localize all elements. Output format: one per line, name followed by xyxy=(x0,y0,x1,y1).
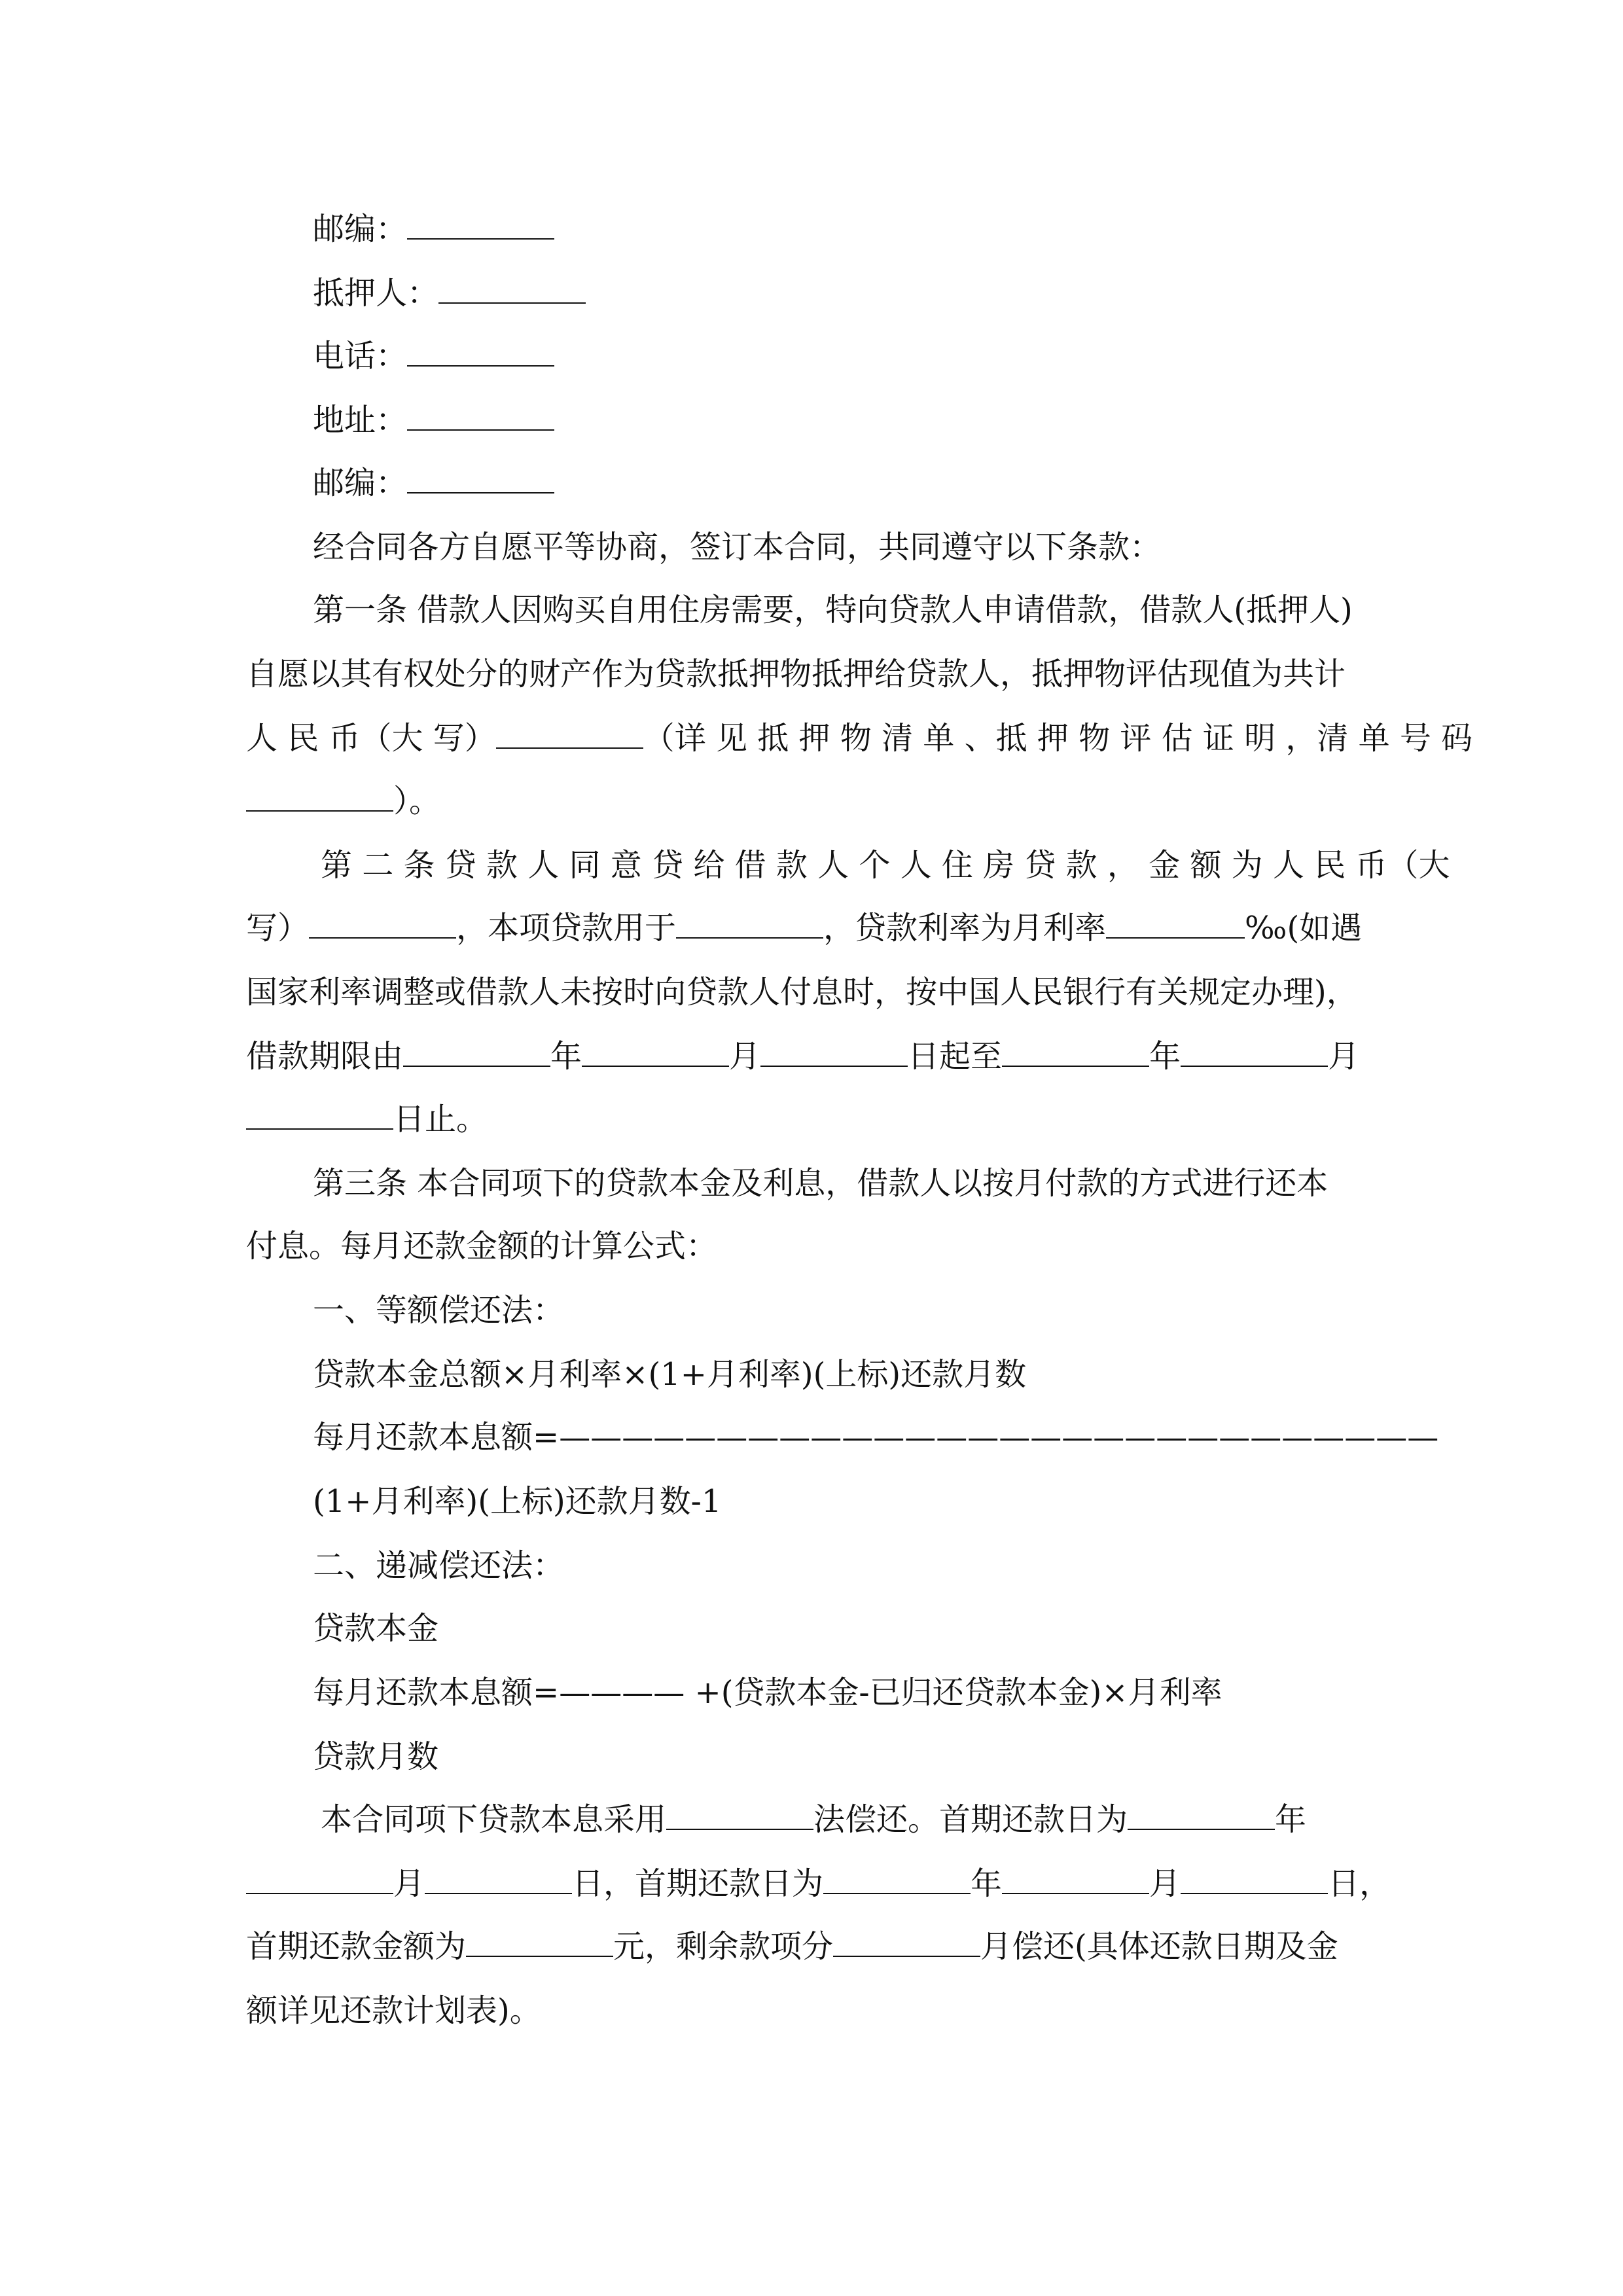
method1-heading: 一、等额偿还法： xyxy=(313,1292,565,1329)
article1-line3: 人 民 币（大 写） （详 见 抵 押 物 清 单 、抵 押 物 评 估 证 明 ，清 单 号 码 xyxy=(246,720,1473,757)
loan-amount-blank[interactable] xyxy=(309,908,456,939)
address-blank[interactable] xyxy=(407,401,554,431)
postcode-field-1 xyxy=(313,208,554,250)
article2-line1: 第 二 条 贷 款 人 同 意 贷 给 借 款 人 个 人 住 房 贷 款 ， 金 额 为 人 民 币（大 xyxy=(321,847,1450,884)
article1-line1: 第一条 借款人因购买自用住房需要，特向贷款人申请借款，借款人(抵押人) xyxy=(313,592,1353,628)
repayment-method-blank[interactable] xyxy=(666,1800,813,1830)
method1-denominator: (1+月利率)(上标)还款月数-1 xyxy=(313,1483,722,1520)
article1-line2: 自愿以其有权处分的财产作为贷款抵押物抵押给贷款人，抵押物评估现值为共计 xyxy=(246,656,1346,692)
first-month-blank[interactable] xyxy=(246,1864,393,1894)
first-amount-blank[interactable] xyxy=(466,1927,613,1957)
end-day-blank[interactable] xyxy=(246,1100,393,1130)
amount-uppercase-blank[interactable] xyxy=(496,719,643,749)
article3-line1: 第三条 本合同项下的贷款本金及利息，借款人以按月付款的方式进行还本 xyxy=(313,1165,1329,1202)
end-month-blank[interactable] xyxy=(1181,1037,1328,1067)
article1-line4: ）。 xyxy=(246,780,440,822)
method2-numerator: 贷款本金 xyxy=(313,1610,439,1647)
article2-line5: 日止。 xyxy=(246,1098,488,1140)
second-year-blank[interactable] xyxy=(823,1864,971,1894)
end-year-blank[interactable] xyxy=(1002,1037,1149,1067)
mortgagor-label: 抵押人： xyxy=(313,275,439,312)
start-year-blank[interactable] xyxy=(403,1037,550,1067)
phone-field xyxy=(313,335,554,377)
repayment-line3: 首期还款金额为 元，剩余款项分 月偿还(具体还款日期及金 xyxy=(246,1928,1338,1965)
postcode-blank[interactable] xyxy=(407,209,554,240)
postcode-label: 邮编： xyxy=(313,211,408,247)
loan-purpose-blank[interactable] xyxy=(676,908,823,939)
article3-line2: 付息。每月还款金额的计算公式： xyxy=(246,1228,718,1265)
postcode-label: 邮编： xyxy=(313,465,408,501)
start-month-blank[interactable] xyxy=(582,1037,729,1067)
start-day-blank[interactable] xyxy=(760,1037,908,1067)
method1-numerator: 贷款本金总额×月利率×(1+月利率)(上标)还款月数 xyxy=(313,1356,1027,1393)
method1-equation: 每月还款本息额=———————————————————————————— xyxy=(313,1419,1439,1456)
postcode-blank[interactable] xyxy=(407,463,554,493)
repayment-line1: 本合同项下贷款本息采用 法偿还。首期还款日为 年 xyxy=(321,1801,1307,1838)
method2-denominator: 贷款月数 xyxy=(313,1738,439,1775)
mortgagor-field xyxy=(313,272,586,314)
intro-text: 经合同各方自愿平等协商，签订本合同，共同遵守以下条款： xyxy=(313,529,1162,565)
first-day-blank[interactable] xyxy=(425,1864,572,1894)
method2-heading: 二、递减偿还法： xyxy=(313,1547,565,1584)
repayment-line2: 月 日，首期还款日为 年 月 日， xyxy=(246,1863,1391,1905)
repayment-line4: 额详见还款计划表)。 xyxy=(246,1992,541,2029)
second-day-blank[interactable] xyxy=(1181,1864,1328,1894)
first-year-blank[interactable] xyxy=(1128,1800,1275,1830)
phone-blank[interactable] xyxy=(407,336,554,367)
list-number-blank[interactable] xyxy=(246,781,393,812)
second-month-blank[interactable] xyxy=(1002,1864,1149,1894)
remaining-months-blank[interactable] xyxy=(833,1927,980,1957)
interest-rate-blank[interactable] xyxy=(1106,908,1245,939)
method2-equation: 每月还款本息额=———— +(贷款本金-已归还贷款本金)×月利率 xyxy=(313,1674,1222,1711)
phone-label: 电话： xyxy=(313,338,408,374)
address-label: 地址： xyxy=(313,402,408,439)
postcode-field-2 xyxy=(313,462,554,504)
article2-line3: 国家利率调整或借款人未按时向贷款人付息时，按中国人民银行有关规定办理)， xyxy=(246,974,1358,1011)
mortgagor-blank[interactable] xyxy=(438,274,586,304)
article2-line4: 借款期限由 年 月 日起至 年 月 xyxy=(246,1038,1360,1075)
article2-line2: 写） ，本项贷款用于 ，贷款利率为月利率 ‰(如遇 xyxy=(246,910,1363,946)
address-field xyxy=(313,399,554,441)
